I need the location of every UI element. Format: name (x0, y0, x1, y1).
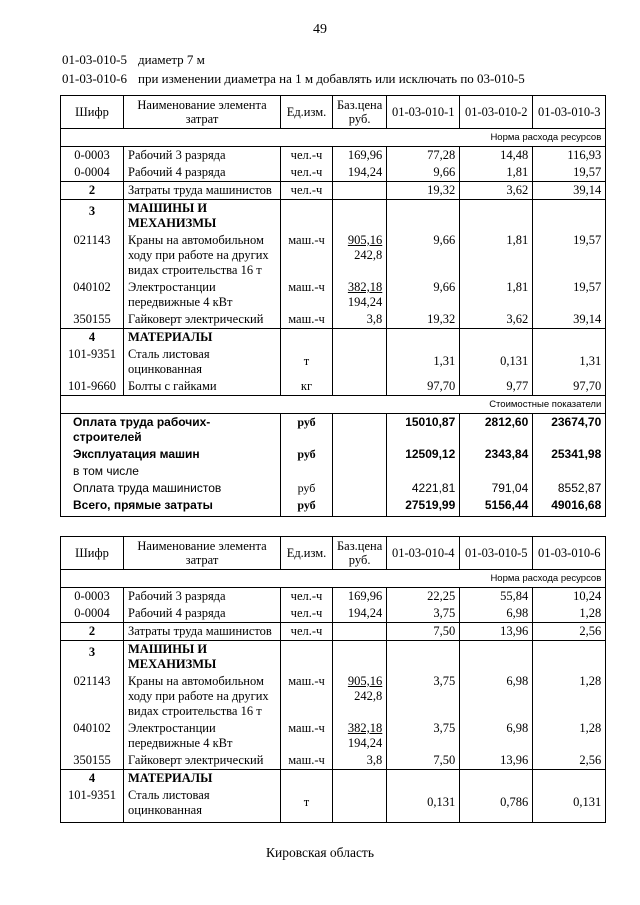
table-row (61, 605, 606, 623)
resource-table-2 (60, 536, 606, 823)
cell-value: 27519,99 (387, 497, 460, 517)
cell-price (333, 232, 387, 279)
cell-name: Краны на автомобильном ходу при работе на других видах строительства 16 т (124, 232, 281, 279)
col-unit-header: Ед.изм. (281, 96, 333, 129)
cell-unit: маш.-ч (281, 720, 333, 752)
total-row (61, 480, 606, 497)
header-code: 01-03-010-6 (62, 71, 127, 86)
cell-name: Рабочий 3 разряда (124, 147, 281, 165)
col-variant-header: 01-03-010-2 (460, 96, 533, 129)
price-value: 382,18 (347, 280, 383, 294)
cell-price (333, 182, 387, 200)
norm-label: Норма расхода ресурсов (61, 570, 606, 588)
cell-value: 2,56 (533, 623, 606, 641)
total-row (61, 463, 606, 480)
table-row (61, 200, 606, 233)
cell-value: 19,32 (387, 182, 460, 200)
price-value: 905,16 (347, 233, 383, 247)
cell-name: Гайковерт электрический (124, 752, 281, 770)
cell-value: 0,131 (460, 346, 533, 378)
cell-name: Рабочий 4 разряда (124, 605, 281, 623)
cell-unit: кг (281, 378, 333, 396)
cell-unit: маш.-ч (281, 752, 333, 770)
cell-value: 39,14 (533, 311, 606, 329)
total-row (61, 414, 606, 447)
cell-value: 19,57 (533, 164, 606, 182)
cell-unit: чел.-ч (281, 182, 333, 200)
cell-value: 0,131 (387, 787, 460, 823)
cell-value: 7,50 (387, 752, 460, 770)
cell-unit: руб (281, 446, 333, 463)
cost-label: Стоимостные показатели (61, 396, 606, 414)
table-header-row (61, 537, 606, 570)
cell-name: Рабочий 4 разряда (124, 164, 281, 182)
cost-label-row (61, 396, 606, 414)
col-variant-header: 01-03-010-6 (533, 537, 606, 570)
cell-value: 15010,87 (387, 414, 460, 447)
cell-unit: маш.-ч (281, 232, 333, 279)
cell-code: 4 (61, 329, 124, 347)
header-text: диаметр 7 м (138, 52, 205, 67)
cell-value: 97,70 (387, 378, 460, 396)
cell-value: 4221,81 (387, 480, 460, 497)
cell-value: 1,81 (460, 232, 533, 279)
table-row (61, 164, 606, 182)
total-name: в том числе (61, 463, 281, 480)
cell-price (333, 346, 387, 378)
col-unit-header: Ед.изм. (281, 537, 333, 570)
cell-code: 350155 (61, 752, 124, 770)
cell-value: 6,98 (460, 673, 533, 720)
cell-price (333, 673, 387, 720)
cell-value: 13,96 (460, 623, 533, 641)
cell-code: 0-0004 (61, 605, 124, 623)
cell-value: 116,93 (533, 147, 606, 165)
price-secondary: 242,8 (354, 248, 383, 262)
cell-unit: чел.-ч (281, 147, 333, 165)
cell-value: 3,75 (387, 605, 460, 623)
cell-code: 021143 (61, 673, 124, 720)
cell-unit: чел.-ч (281, 588, 333, 606)
cell-code: 3 (61, 200, 124, 233)
table-row (61, 232, 606, 279)
cell-value: 3,75 (387, 673, 460, 720)
cell-code: 3 (61, 641, 124, 674)
header-line-2 (62, 71, 525, 87)
cell-value: 1,81 (460, 164, 533, 182)
cell-value: 23674,70 (533, 414, 606, 447)
cell-unit: т (281, 787, 333, 823)
cell-code: 2 (61, 182, 124, 200)
cell-code: 101-9351 (61, 787, 124, 823)
cell-name: Гайковерт электрический (124, 311, 281, 329)
table-row (61, 588, 606, 606)
cell-value: 3,75 (387, 720, 460, 752)
total-name: Эксплуатация машин (61, 446, 281, 463)
header-line-1 (62, 52, 205, 68)
cell-value: 1,81 (460, 279, 533, 311)
cell-name: Рабочий 3 разряда (124, 588, 281, 606)
cell-name: Затраты труда машинистов (124, 182, 281, 200)
cell-unit: маш.-ч (281, 279, 333, 311)
table-row (61, 279, 606, 311)
cell-value: 1,28 (533, 605, 606, 623)
cell-unit: руб (281, 480, 333, 497)
cell-value: 1,31 (387, 346, 460, 378)
cell-value: 49016,68 (533, 497, 606, 517)
cell-code: 4 (61, 770, 124, 788)
cell-value: 77,28 (387, 147, 460, 165)
cell-code: 0-0004 (61, 164, 124, 182)
norm-label-row (61, 129, 606, 147)
cell-value: 3,62 (460, 311, 533, 329)
cell-price: 169,96 (333, 147, 387, 165)
col-price-header: Баз.цена руб. (333, 537, 387, 570)
cell-value: 19,32 (387, 311, 460, 329)
total-name: Оплата труда рабочих-строителей (61, 414, 281, 447)
col-code-header: Шифр (61, 96, 124, 129)
cell-price: 194,24 (333, 164, 387, 182)
table-row (61, 641, 606, 674)
table-row (61, 378, 606, 396)
cell-value: 55,84 (460, 588, 533, 606)
cell-name: Сталь листовая оцинкованная (124, 346, 281, 378)
cell-value: 14,48 (460, 147, 533, 165)
col-code-header: Шифр (61, 537, 124, 570)
cell-value: 7,50 (387, 623, 460, 641)
table-header-row (61, 96, 606, 129)
cell-value: 8552,87 (533, 480, 606, 497)
cell-value: 2,56 (533, 752, 606, 770)
cell-price (333, 720, 387, 752)
norm-label: Норма расхода ресурсов (61, 129, 606, 147)
cell-value: 19,57 (533, 232, 606, 279)
resource-table-1 (60, 95, 606, 517)
cell-code: 040102 (61, 720, 124, 752)
cell-value: 2812,60 (460, 414, 533, 447)
cell-value: 6,98 (460, 720, 533, 752)
cell-value: 3,62 (460, 182, 533, 200)
cell-name: Краны на автомобильном ходу при работе на других видах строительства 16 т (124, 673, 281, 720)
norm-label-row (61, 570, 606, 588)
col-variant-header: 01-03-010-1 (387, 96, 460, 129)
header-text: при изменении диаметра на 1 м добавлять или исключать по 03-010-5 (138, 71, 525, 86)
cell-value: 9,77 (460, 378, 533, 396)
cell-value: 25341,98 (533, 446, 606, 463)
cell-value: 9,66 (387, 164, 460, 182)
total-row (61, 446, 606, 463)
cell-value: 39,14 (533, 182, 606, 200)
cell-value: 1,28 (533, 673, 606, 720)
cell-code: 040102 (61, 279, 124, 311)
price-value: 905,16 (347, 674, 383, 688)
price-secondary: 194,24 (347, 295, 383, 309)
cell-name: МАТЕРИАЛЫ (124, 770, 281, 788)
cell-unit: руб (281, 497, 333, 517)
table-row (61, 311, 606, 329)
cell-code: 101-9660 (61, 378, 124, 396)
cell-value: 0,131 (533, 787, 606, 823)
cell-unit: чел.-ч (281, 164, 333, 182)
cell-code: 2 (61, 623, 124, 641)
table-row (61, 147, 606, 165)
col-variant-header: 01-03-010-4 (387, 537, 460, 570)
table-row (61, 673, 606, 720)
cell-unit: маш.-ч (281, 673, 333, 720)
cell-value: 2343,84 (460, 446, 533, 463)
col-price-header: Баз.цена руб. (333, 96, 387, 129)
price-secondary: 194,24 (347, 736, 383, 750)
total-name: Оплата труда машинистов (61, 480, 281, 497)
cell-value: 19,57 (533, 279, 606, 311)
cell-unit: чел.-ч (281, 623, 333, 641)
cell-code: 0-0003 (61, 147, 124, 165)
cell-value: 9,66 (387, 232, 460, 279)
cell-price (333, 279, 387, 311)
cell-name: Болты с гайками (124, 378, 281, 396)
cell-code: 350155 (61, 311, 124, 329)
cell-value: 10,24 (533, 588, 606, 606)
total-row (61, 497, 606, 517)
cell-name: МАТЕРИАЛЫ (124, 329, 281, 347)
cell-code: 0-0003 (61, 588, 124, 606)
table-row (61, 346, 606, 378)
cell-name: МАШИНЫ И МЕХАНИЗМЫ (124, 200, 281, 233)
table-row (61, 623, 606, 641)
table-row (61, 720, 606, 752)
col-name-header: Наименование элемента затрат (124, 537, 281, 570)
cell-unit: чел.-ч (281, 605, 333, 623)
cell-value: 13,96 (460, 752, 533, 770)
header-code: 01-03-010-5 (62, 52, 127, 67)
cell-unit: т (281, 346, 333, 378)
cell-name: Затраты труда машинистов (124, 623, 281, 641)
cell-value: 791,04 (460, 480, 533, 497)
cell-name: Электростанции передвижные 4 кВт (124, 720, 281, 752)
col-variant-header: 01-03-010-5 (460, 537, 533, 570)
table-row (61, 770, 606, 788)
cell-value: 0,786 (460, 787, 533, 823)
col-name-header: Наименование элемента затрат (124, 96, 281, 129)
cell-unit: руб (281, 414, 333, 447)
cell-price (333, 378, 387, 396)
cell-code: 021143 (61, 232, 124, 279)
cell-value: 22,25 (387, 588, 460, 606)
table-row (61, 752, 606, 770)
region-footer: Кировская область (265, 845, 374, 860)
cell-name: Электростанции передвижные 4 кВт (124, 279, 281, 311)
cell-value: 5156,44 (460, 497, 533, 517)
cell-value: 1,31 (533, 346, 606, 378)
cell-price (333, 623, 387, 641)
cell-unit: маш.-ч (281, 311, 333, 329)
table-row (61, 329, 606, 347)
total-name: Всего, прямые затраты (61, 497, 281, 517)
cell-price: 169,96 (333, 588, 387, 606)
cell-value: 12509,12 (387, 446, 460, 463)
cell-price (333, 787, 387, 823)
cell-value: 97,70 (533, 378, 606, 396)
table-row (61, 182, 606, 200)
cell-price: 3,8 (333, 311, 387, 329)
cell-code: 101-9351 (61, 346, 124, 378)
table-row (61, 787, 606, 823)
cell-name: МАШИНЫ И МЕХАНИЗМЫ (124, 641, 281, 674)
cell-value: 9,66 (387, 279, 460, 311)
cell-price: 194,24 (333, 605, 387, 623)
cell-value: 6,98 (460, 605, 533, 623)
page-number: 49 (313, 22, 327, 37)
cell-name: Сталь листовая оцинкованная (124, 787, 281, 823)
price-value: 382,18 (347, 721, 383, 735)
cell-value: 1,28 (533, 720, 606, 752)
col-variant-header: 01-03-010-3 (533, 96, 606, 129)
cell-price: 3,8 (333, 752, 387, 770)
price-secondary: 242,8 (354, 689, 383, 703)
